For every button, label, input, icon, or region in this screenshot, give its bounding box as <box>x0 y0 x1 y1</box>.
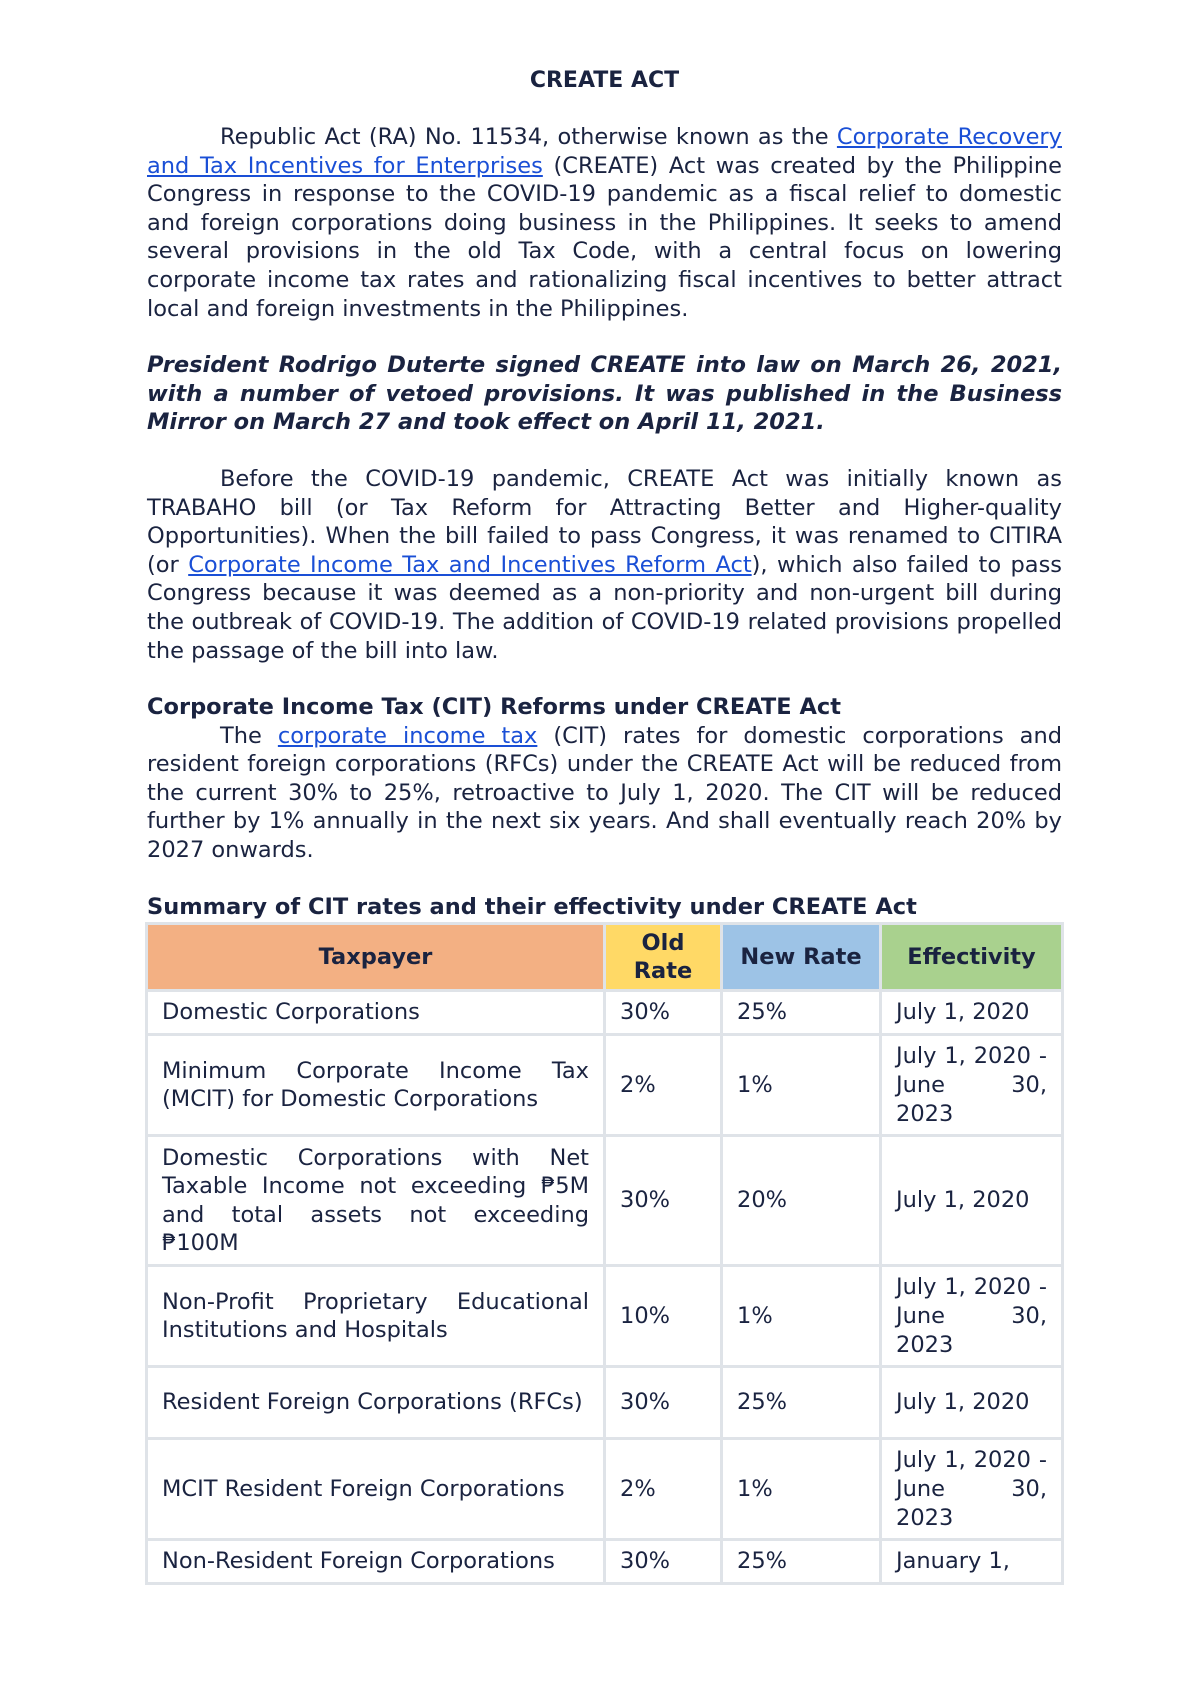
new-rate-cell: 20% <box>722 1136 881 1266</box>
history-text-1: Before the COVID-19 pandemic, CREATE Act was initially known as TRABAHO bill (or Tax Reform for Attracting Better and Higher-quality Opportunities). When the bill failed to pass Congress, it was renamed to CITIRA (or <box>147 465 1062 578</box>
new-rate-cell: 1% <box>722 1035 881 1136</box>
summary-heading: Summary of CIT rates and their effectivity under CREATE Act <box>147 893 917 920</box>
intro-paragraph <box>147 123 1062 323</box>
header-old-rate: Old Rate <box>605 924 722 991</box>
taxpayer-cell: Resident Foreign Corporations (RFCs) <box>147 1367 605 1439</box>
header-effectivity: Effectivity <box>881 924 1063 991</box>
new-rate-cell: 25% <box>722 1540 881 1584</box>
effectivity-cell: July 1, 2020 - June 30, 2023 <box>881 1266 1063 1367</box>
page-title: CREATE ACT <box>529 68 680 93</box>
effectivity-cell: July 1, 2020 <box>881 1136 1063 1266</box>
table-row <box>147 1540 1063 1584</box>
table-row <box>147 1136 1063 1266</box>
new-rate-cell: 1% <box>722 1439 881 1540</box>
taxpayer-cell: Minimum Corporate Income Tax (MCIT) for Domestic Corporations <box>147 1035 605 1136</box>
effectivity-cell: July 1, 2020 <box>881 991 1063 1035</box>
table-row <box>147 1439 1063 1540</box>
taxpayer-cell: Domestic Corporations <box>147 991 605 1035</box>
cit-text-1: The <box>220 722 278 749</box>
header-taxpayer: Taxpayer <box>147 924 605 991</box>
new-rate-cell: 1% <box>722 1266 881 1367</box>
history-text-2: ), which also failed to pass Congress because it was deemed as a non-priority and non-urgent bill during the outbreak of COVID-19. The addition of COVID-19 related provisions propelled the passage of the bill into law. <box>147 551 1063 664</box>
table-row <box>147 1035 1063 1136</box>
cit-link[interactable]: corporate income tax <box>277 722 538 749</box>
citira-link[interactable]: Corporate Income Tax and Incentives Reform Act <box>188 551 752 578</box>
new-rate-cell: 25% <box>722 1367 881 1439</box>
cit-rates-table <box>145 922 1064 1585</box>
taxpayer-cell: Domestic Corporations with Net Taxable Income not exceeding ₱5M and total assets not exceeding ₱100M <box>147 1136 605 1266</box>
old-rate-cell: 2% <box>605 1439 722 1540</box>
intro-text-1: Republic Act (RA) No. 11534, otherwise known as the <box>220 124 837 150</box>
old-rate-cell: 30% <box>605 991 722 1035</box>
create-act-link[interactable]: Corporate Recovery and Tax Incentives for Enterprises <box>147 124 1062 179</box>
cit-heading: Corporate Income Tax (CIT) Reforms under CREATE Act <box>147 694 841 721</box>
table-header-row <box>147 924 1063 991</box>
taxpayer-cell: Non-Resident Foreign Corporations <box>147 1540 605 1584</box>
old-rate-cell: 2% <box>605 1035 722 1136</box>
signed-paragraph: President Rodrigo Duterte signed CREATE into law on March 26, 2021, with a number of vetoed provisions. It was published in the Business Mirror on March 27 and took effect on April 11, 2021. <box>147 352 1062 436</box>
table-row <box>147 1367 1063 1439</box>
effectivity-cell: July 1, 2020 - June 30, 2023 <box>881 1035 1063 1136</box>
document-body <box>147 62 1062 1585</box>
table-row <box>147 1266 1063 1367</box>
old-rate-cell: 30% <box>605 1367 722 1439</box>
effectivity-cell: January 1, <box>881 1540 1063 1584</box>
header-new-rate: New Rate <box>722 924 881 991</box>
taxpayer-cell: MCIT Resident Foreign Corporations <box>147 1439 605 1540</box>
taxpayer-cell: Non-Profit Proprietary Educational Institutions and Hospitals <box>147 1266 605 1367</box>
effectivity-cell: July 1, 2020 <box>881 1367 1063 1439</box>
intro-text-2: (CREATE) Act was created by the Philippine Congress in response to the COVID-19 pandemic as a fiscal relief to domestic and foreign corporations doing business in the Philippines. It seeks to amend several provisions in the old Tax Code, with a central focus on lowering corporate income tax rates and rationalizing fiscal incentives to better attract local and foreign investments in the Philippines. <box>147 152 1062 322</box>
old-rate-cell: 30% <box>605 1136 722 1266</box>
effectivity-cell: July 1, 2020 - June 30, 2023 <box>881 1439 1063 1540</box>
old-rate-cell: 30% <box>605 1540 722 1584</box>
table-row <box>147 991 1063 1035</box>
cit-text-2: (CIT) rates for domestic corporations and resident foreign corporations (RFCs) under the CREATE Act will be reduced from the current 30% to 25%, retroactive to July 1, 2020. The CIT will be reduced further by 1% annually in the next six years. And shall eventually reach 20% by 2027 onwards. <box>147 722 1063 864</box>
history-paragraph <box>147 465 1062 665</box>
old-rate-cell: 10% <box>605 1266 722 1367</box>
cit-paragraph <box>147 722 1062 865</box>
new-rate-cell: 25% <box>722 991 881 1035</box>
